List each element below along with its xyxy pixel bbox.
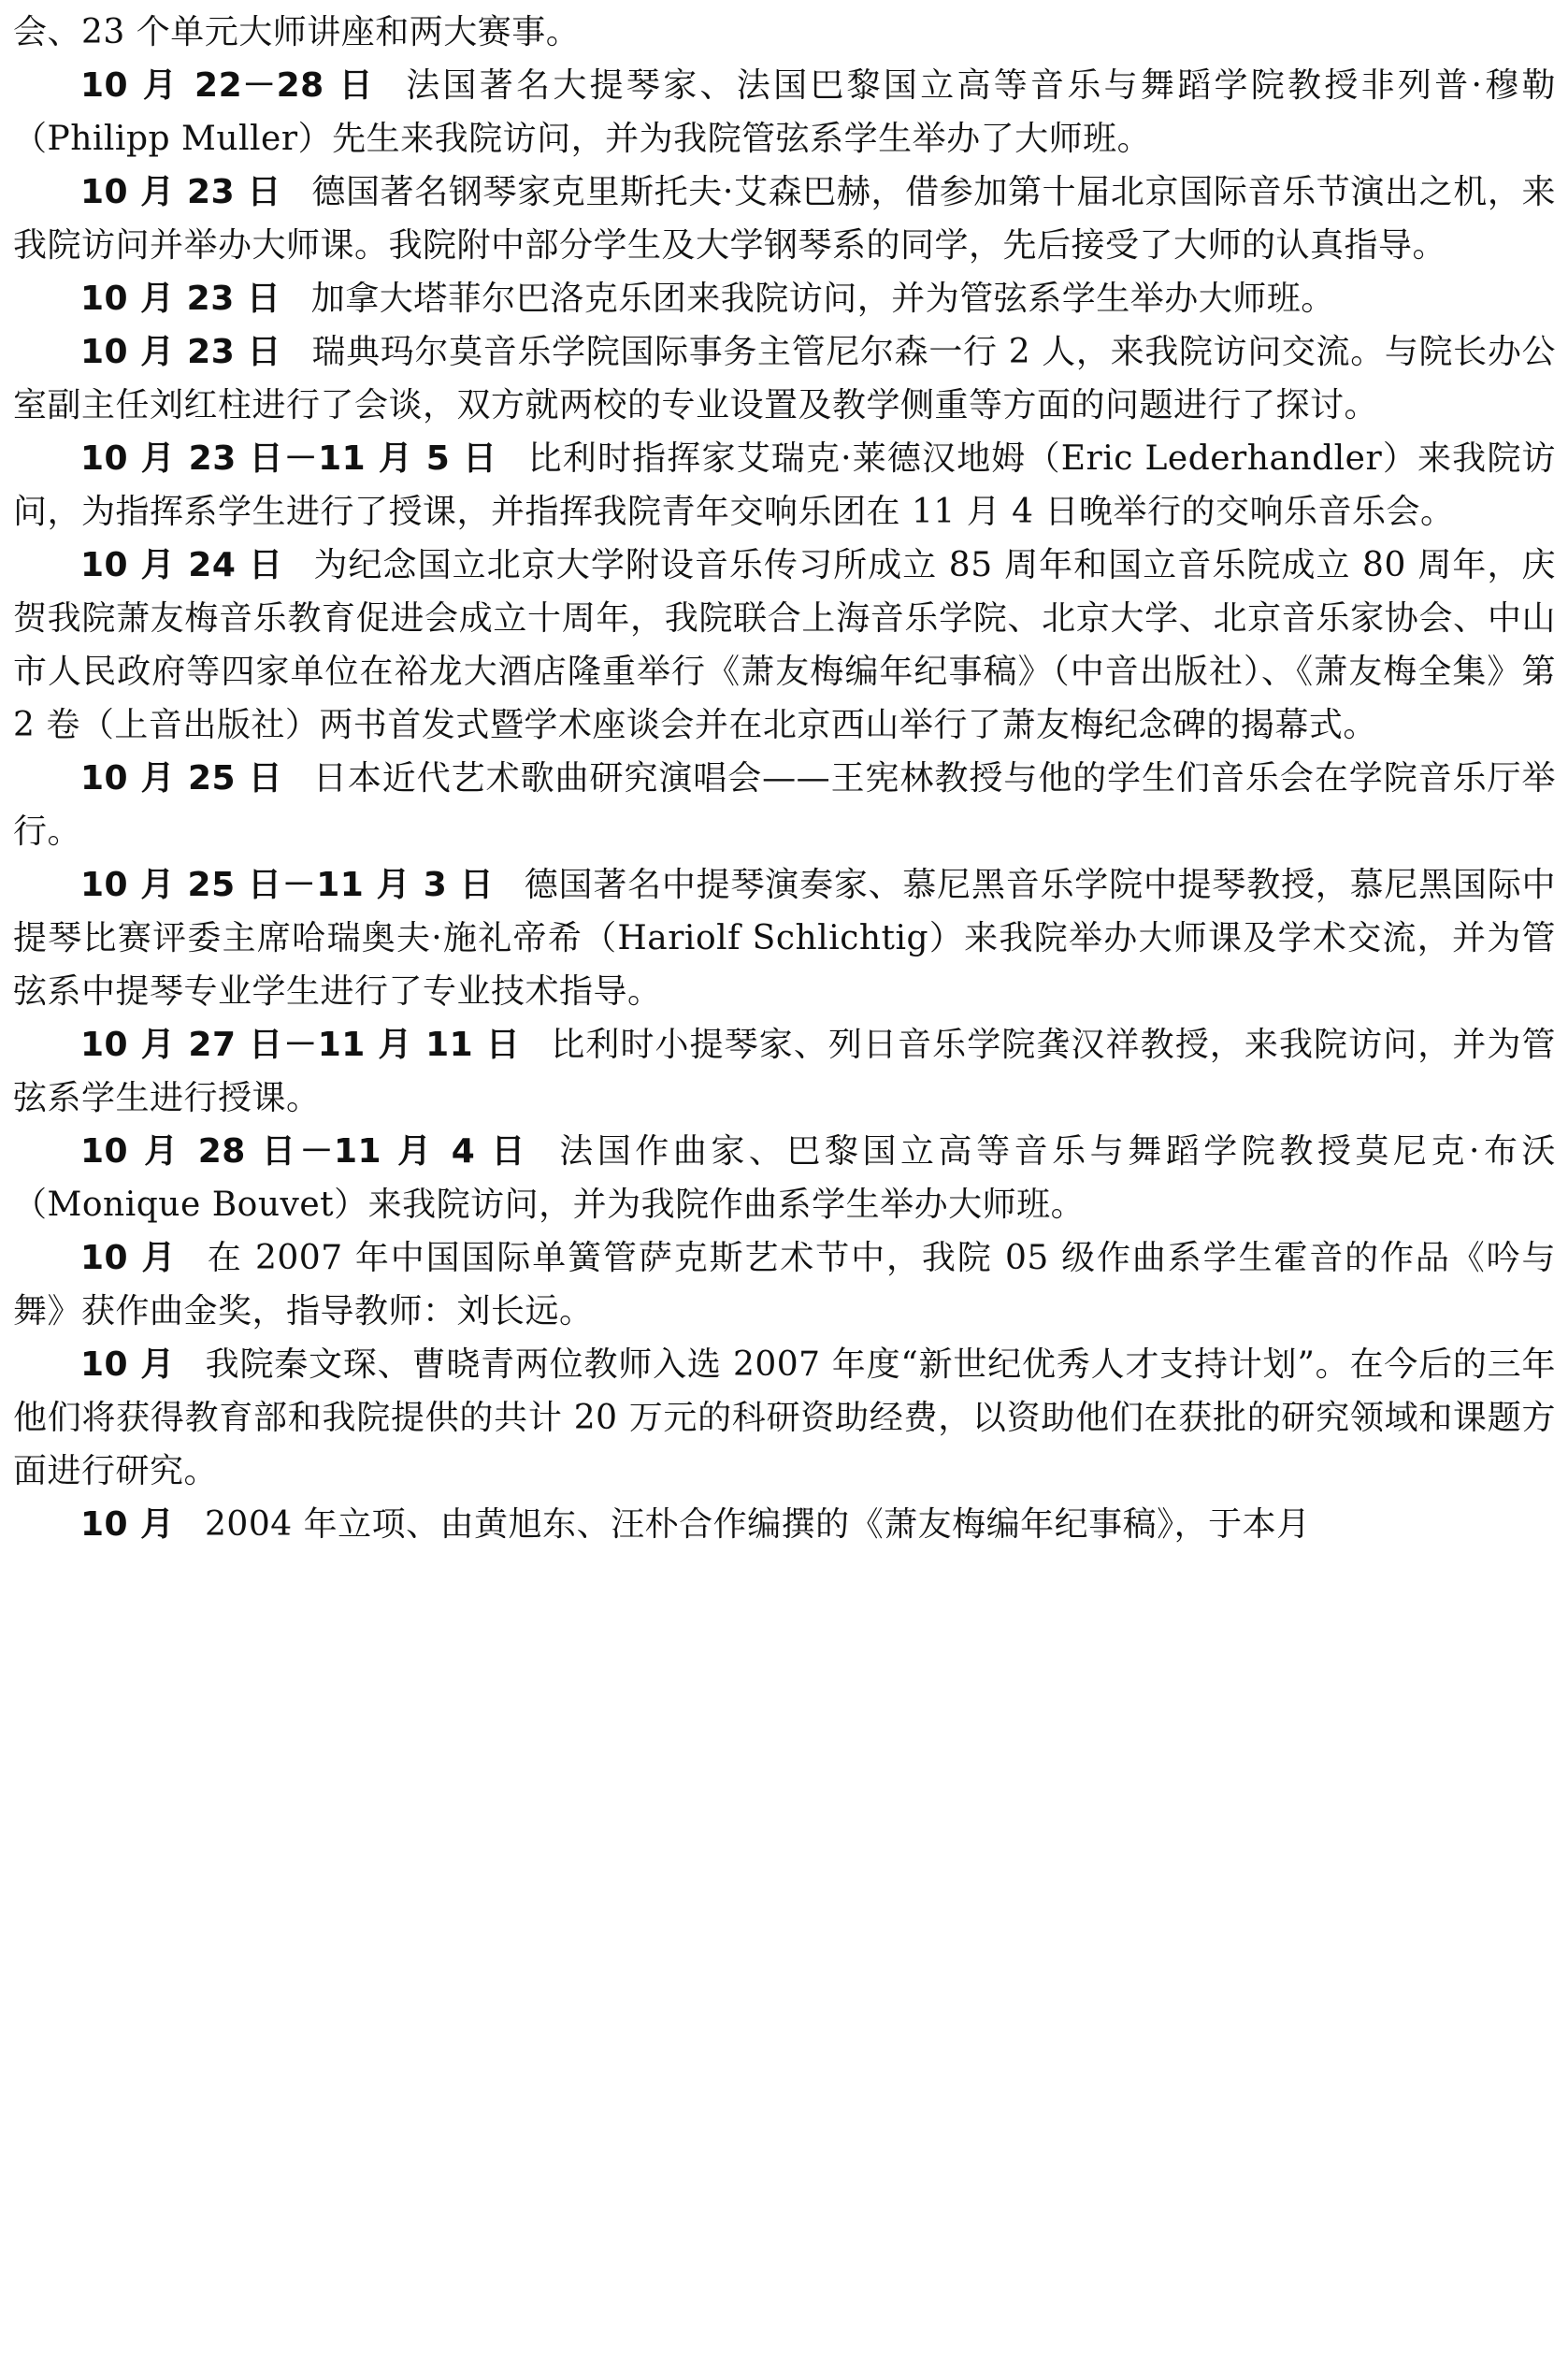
entry-text: 加拿大塔菲尔巴洛克乐团来我院访问，并为管弦系学生举办大师班。 — [310, 280, 1335, 318]
entry-text: 为纪念国立北京大学附设音乐传习所成立 85 周年和国立音乐院成立 80 周年，庆贺我院萧友梅音乐教育促进会成立十周年，我院联合上海音乐学院、北京大学、北京音乐家协会、中山市人民政府等四家单位在裕龙大酒店隆重举行《萧友梅编年纪事稿》（中音出版社）、《萧友梅全集》第 2 卷（上音出版社）两书首发式暨学术座谈会并在北京西山举行了萧友梅纪念碑的揭幕式。 — [13, 546, 1556, 744]
entry-2 — [13, 272, 1556, 325]
entry-date: 10 月 — [80, 1505, 175, 1544]
entry-date: 10 月 28 日－11 月 4 日 — [80, 1132, 529, 1171]
entry-date: 10 月 23 日 — [80, 173, 281, 211]
entry-text: 比利时小提琴家、列日音乐学院龚汉祥教授，来我院访问，并为管弦系学生进行授课。 — [13, 1026, 1556, 1117]
entry-text: 我院秦文琛、曹晓青两位教师入选 2007 年度“新世纪优秀人才支持计划”。在今后的三年他们将获得教育部和我院提供的共计 20 万元的科研资助经费，以资助他们在获批的研究领域和课题方面进行研究。 — [13, 1345, 1556, 1490]
entry-date: 10 月 24 日 — [80, 546, 284, 584]
entry-text: 德国著名中提琴演奏家、慕尼黑音乐学院中提琴教授，慕尼黑国际中提琴比赛评委主席哈瑞奥夫·施礼帝希（Hariolf Schlichtig）来我院举办大师课及学术交流，并为管弦系中提琴专业学生进行了专业技术指导。 — [13, 866, 1556, 1011]
entry-3 — [13, 325, 1556, 432]
entry-6 — [13, 752, 1556, 858]
entry-text: 法国著名大提琴家、法国巴黎国立高等音乐与舞蹈学院教授非列普·穆勒（Philipp Muller）先生来我院访问，并为我院管弦系学生举办了大师班。 — [13, 66, 1556, 158]
entry-9 — [13, 1125, 1556, 1231]
entry-date: 10 月 23 日 — [80, 333, 282, 371]
lead-paragraph: 会、23 个单元大师讲座和两大赛事。 — [13, 13, 581, 51]
entry-date: 10 月 25 日 — [80, 759, 283, 798]
entry-1 — [13, 165, 1556, 272]
entry-date: 10 月 23 日 — [80, 280, 281, 318]
entry-date: 10 月 — [80, 1345, 176, 1384]
document-page — [13, 0, 1556, 2373]
entry-text: 瑞典玛尔莫音乐学院国际事务主管尼尔森一行 2 人，来我院访问交流。与院长办公室副主任刘红柱进行了会谈，双方就两校的专业设置及教学侧重等方面的问题进行了探讨。 — [13, 333, 1556, 424]
entry-text: 法国作曲家、巴黎国立高等音乐与舞蹈学院教授莫尼克·布沃（Monique Bouvet）来我院访问，并为我院作曲系学生举办大师班。 — [13, 1132, 1556, 1224]
entry-0 — [13, 59, 1556, 165]
entry-text: 比利时指挥家艾瑞克·莱德汉地姆（Eric Lederhandler）来我院访问，为指挥系学生进行了授课，并指挥我院青年交响乐团在 11 月 4 日晚举行的交响乐音乐会。 — [13, 439, 1556, 531]
entry-8 — [13, 1018, 1556, 1125]
entry-date: 10 月 22－28 日 — [80, 66, 376, 105]
entry-date: 10 月 — [80, 1239, 178, 1277]
entry-4 — [13, 432, 1556, 539]
entry-11 — [13, 1338, 1556, 1498]
chronicle-entries — [13, 59, 1556, 1551]
entry-date: 10 月 23 日－11 月 5 日 — [80, 439, 498, 478]
entry-text: 在 2007 年中国国际单簧管萨克斯艺术节中，我院 05 级作曲系学生霍音的作品《吟与舞》获作曲金奖，指导教师：刘长远。 — [13, 1239, 1556, 1330]
entry-date: 10 月 27 日－11 月 11 日 — [80, 1026, 521, 1064]
entry-7 — [13, 858, 1556, 1018]
entry-text: 2004 年立项、由黄旭东、汪朴合作编撰的《萧友梅编年纪事稿》，于本月 — [205, 1505, 1311, 1544]
entry-5 — [13, 539, 1556, 752]
entry-text: 德国著名钢琴家克里斯托夫·艾森巴赫，借参加第十届北京国际音乐节演出之机，来我院访问并举办大师课。我院附中部分学生及大学钢琴系的同学，先后接受了大师的认真指导。 — [13, 173, 1556, 265]
entry-text: 日本近代艺术歌曲研究演唱会——王宪林教授与他的学生们音乐会在学院音乐厅举行。 — [13, 759, 1556, 851]
entry-12 — [13, 1498, 1556, 1551]
entry-date: 10 月 25 日－11 月 3 日 — [80, 866, 495, 904]
entry-10 — [13, 1231, 1556, 1338]
